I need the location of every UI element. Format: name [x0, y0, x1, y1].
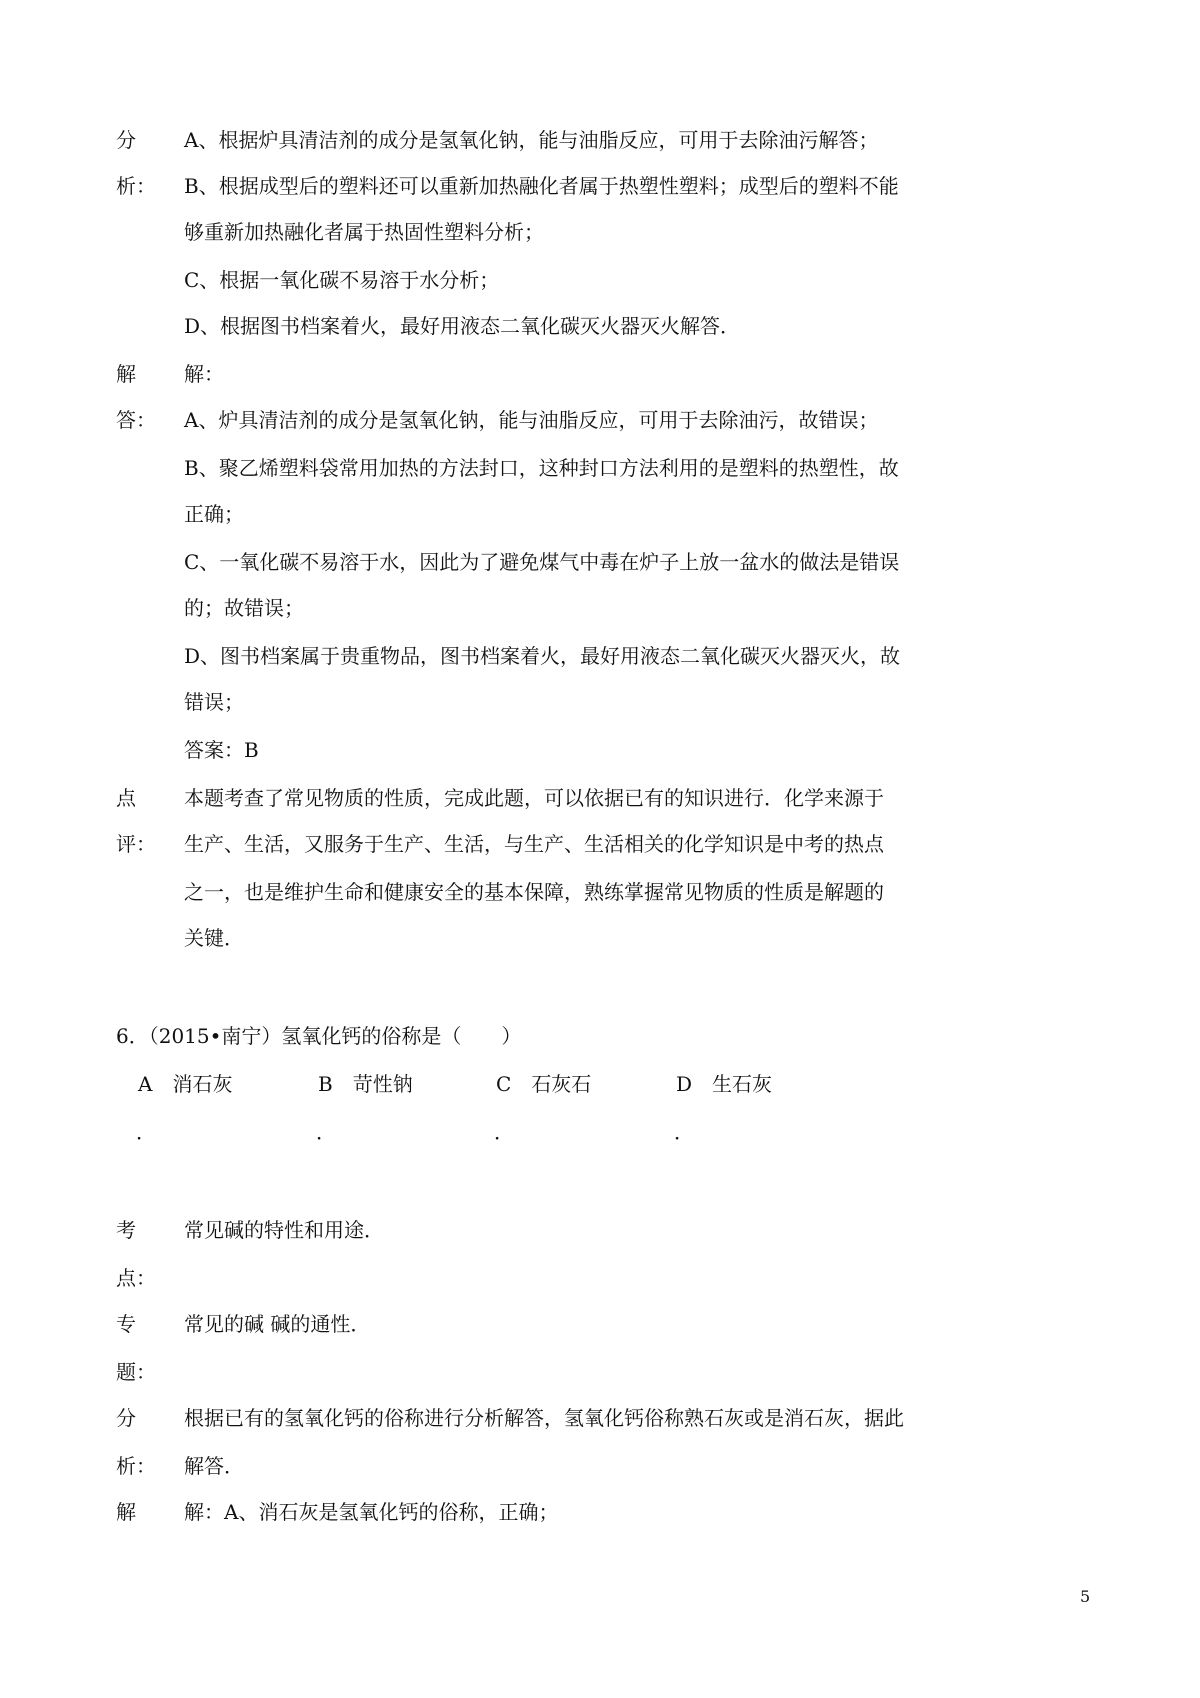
option-a — [138, 1070, 232, 1098]
option-letter: A — [138, 1072, 153, 1096]
option-letter: D — [676, 1072, 693, 1096]
option-d — [676, 1070, 772, 1098]
solution-line: 解：A、消石灰是氢氧化钙的俗称，正确； — [184, 1500, 559, 1524]
option-letter: C — [496, 1072, 512, 1096]
option-c — [496, 1070, 591, 1098]
solution-line: D、图书档案属于贵重物品，图书档案着火，最好用液态二氧化碳灭火器灭火，故 — [184, 644, 901, 668]
solution-line: A、炉具清洁剂的成分是氢氧化钠，能与油脂反应，可用于去除油污，故错误； — [184, 408, 879, 432]
solution-line: 正确； — [184, 502, 244, 526]
section-label-fenxi-4: 析： — [116, 1454, 156, 1478]
solution-line: C、一氧化碳不易溶于水，因此为了避免煤气中毒在炉子上放一盆水的做法是错误 — [184, 550, 900, 574]
analysis-line: 够重新加热融化者属于热固性塑料分析； — [184, 220, 544, 244]
solution-line: 错误； — [184, 690, 244, 714]
option-b — [318, 1070, 413, 1098]
comment-line: 之一，也是维护生命和健康安全的基本保障，熟练掌握常见物质的性质是解题的 — [184, 880, 884, 904]
answer-line: 答案：B — [184, 738, 259, 762]
analysis-line: A、根据炉具清洁剂的成分是氢氧化钠，能与油脂反应，可用于去除油污解答； — [184, 128, 879, 152]
option-text: 消石灰 — [172, 1072, 233, 1096]
section-label-dianping-1: 点 — [116, 786, 136, 810]
solution-line: 解： — [184, 362, 224, 386]
option-text: 生石灰 — [712, 1072, 773, 1096]
comment-line: 关键． — [184, 926, 244, 950]
knowledge-point-text: 常见碱的特性和用途． — [184, 1218, 384, 1242]
question-stem: 6．（2015•南宁）氢氧化钙的俗称是（ ） — [116, 1024, 522, 1048]
option-text: 石灰石 — [531, 1072, 592, 1096]
section-label-jieda-1: 解 — [116, 362, 136, 386]
comment-line: 本题考查了常见物质的性质，完成此题，可以依据已有的知识进行．化学来源于 — [184, 786, 884, 810]
solution-line: B、聚乙烯塑料袋常用加热的方法封口，这种封口方法利用的是塑料的热塑性，故 — [184, 456, 899, 480]
section-label-zhuanti-1: 专 — [116, 1312, 136, 1336]
analysis-line: B、根据成型后的塑料还可以重新加热融化者属于热塑性塑料；成型后的塑料不能 — [184, 174, 899, 198]
section-label-kaodian-1: 考 — [116, 1218, 136, 1242]
section-label-kaodian-2: 点： — [116, 1266, 156, 1290]
section-label-fenxi-1: 分 — [116, 128, 136, 152]
analysis-line: 根据已有的氢氧化钙的俗称进行分析解答，氢氧化钙俗称熟石灰或是消石灰，据此 — [184, 1406, 904, 1430]
option-a-dot: ． — [136, 1120, 156, 1144]
option-c-dot: ． — [494, 1120, 514, 1144]
section-label-fenxi-3: 分 — [116, 1406, 136, 1430]
option-d-dot: ． — [674, 1120, 694, 1144]
section-label-fenxi-2: 析： — [116, 174, 156, 198]
option-text: 苛性钠 — [352, 1072, 413, 1096]
topic-text: 常见的碱 碱的通性． — [184, 1312, 371, 1336]
analysis-line: C、根据一氧化碳不易溶于水分析； — [184, 268, 500, 292]
option-b-dot: ． — [316, 1120, 336, 1144]
analysis-line: D、根据图书档案着火，最好用液态二氧化碳灭火器灭火解答． — [184, 314, 741, 338]
comment-line: 生产、生活，又服务于生产、生活，与生产、生活相关的化学知识是中考的热点 — [184, 832, 884, 856]
section-label-jieda-3: 解 — [116, 1500, 136, 1524]
section-label-dianping-2: 评： — [116, 832, 156, 856]
page-number: 5 — [1080, 1587, 1091, 1606]
solution-line: 的；故错误； — [184, 596, 304, 620]
option-letter: B — [318, 1072, 333, 1096]
section-label-zhuanti-2: 题： — [116, 1360, 156, 1384]
analysis-line: 解答． — [184, 1454, 244, 1478]
section-label-jieda-2: 答： — [116, 408, 156, 432]
